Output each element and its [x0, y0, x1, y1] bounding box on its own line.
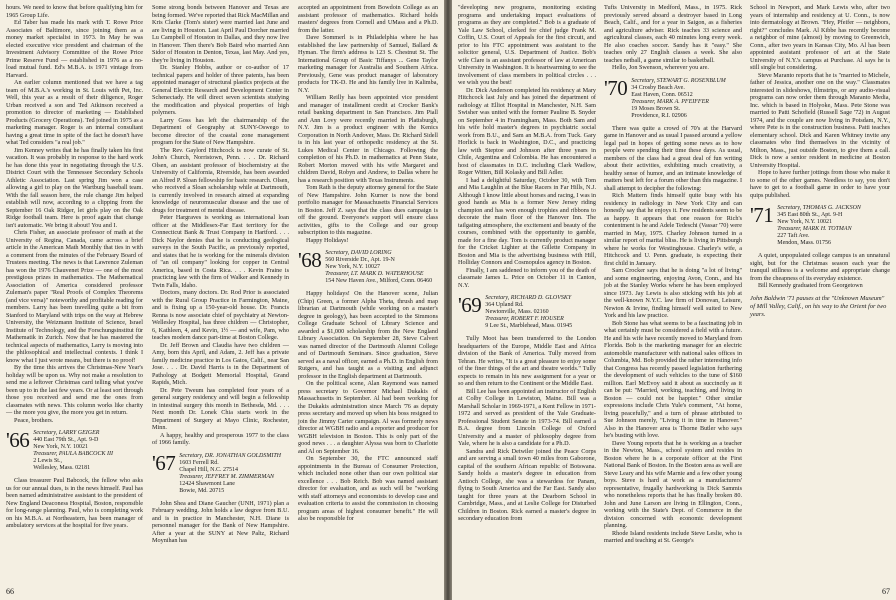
class-officers	[485, 295, 572, 330]
paragraph: Chris Fisher, an associate professor of math at the University of Regina, Canada, came across a brief article in the American Math Monthly that ties in with a comment from the minutes of the February Board of Trustees meeting. The news is that Lawrence Zuleman has won the 1976 Chauvenet Prize — one of the most prestigious prizes in mathematics. The Mathematical Association of America considered professor Zuleman's paper "Real Proofs of Complex Theorems (and vice versa)" noteworthy and profitable reading for members. Larry has been travelling quite a bit from Stanford to Maryland with trips on the way at Hebrew University, the Weizmann Institute of Science, Israel Institute of Technology, and the Forschungsinstitut für Mathematik in Zurich. Now that he has mastered the technical aspects of mathematics, Larry is moving into the philosophical and intellectual contexts. I think I know what I just wrote means, but there is no proof!	[6, 229, 143, 364]
right-page	[452, 0, 896, 600]
paragraph: Dr. Dick Anderson completed his residency at Mary Hitchcock last July and has joined the department of radiology at Elliot Hospital in Manchester, N.H. Sam Swisher was united with the former Pauline B. Snyder on September 4 in Framingham, Mass. Both Sam and his wife hold master's degrees in psychiatric social work from B.U., and Sam an M.B.A. from Tuck. Gary Horlick is back in Washington, D.C., and practicing law with Steptoe and Johnson after three years in Chile, Argentina and Colombia. He has encountered a host of classmates in D.C. including Clark Wadlow, Roger Witten, Bill Kolasky and Bill Adler.	[458, 86, 596, 176]
class-year: '71	[750, 203, 774, 227]
address-line: New York, N.Y. 10021	[33, 444, 89, 450]
address-line: 345 East 80th St., Apt. 9-H	[777, 212, 843, 218]
secretary-name: Secretary, DR. JONATHAN GOLDSMITH	[179, 452, 282, 459]
paragraph: Rhode Island residents include Steve Leslie, who is married and teaching at St. George's	[604, 529, 742, 544]
paragraph: I had a delightful Saturday, October 30, with Tom and Mia Laughlin at the Blue Racers in Far Hills, N.J. Although I know little about horses and racing, I was in good hands as Mia is a former New Jersey riding champion and has won enough trophies and ribbons to decorate the main floor of the Hanover Inn. The tailgating atmosphere, the excitement and beauty of the courses, combined with the opportunity to gamble, made for a fine day. Tom is currently product manager for the Cricket Lighter at the Gillette Company in Boston and Mia is the advertising business with Hill, Holliday Connors and Cosmopulos agency in Boston.	[458, 176, 596, 266]
address-line: Bowie, Md. 20715	[179, 487, 225, 494]
class-officers	[179, 453, 281, 495]
secretary-name: Secretary, LARRY GEIGER	[33, 430, 100, 436]
class-heading-70	[604, 75, 742, 120]
secretary-name: Secretary, RICHARD D. GLOVSKY	[485, 295, 572, 301]
paragraph: "developing new programs, monitoring existing programs and undertaking impact evaluations of programs as they are completed." Bob is a graduate of Yale Law School, clerked for chief judge Frank M. Coffin, U.S. Court of Appeals for the first circuit, and prior to his FTC appointment was assistant to the solicitor general, U.S. Department of Justice. Bob's wife Clare is an assistant professor of law at American University in Washington. It is heartwarming to see the involvement of class members in political circles . . . we wish you the best!	[458, 4, 596, 86]
class-officers	[325, 250, 432, 285]
paragraph: School in Newport, and Mark Lewis who, after two years of internship and residency at U. Conn., is now into dermatology at Brown. "Hey, Pfeifer — neighbors, right?" concludes Mark. Al Kibbe has recently become a neighbor of mine (almost) by moving to Greenwich, Conn., after two years in Kansas City, Mo. Al has been appointed assistant professor of art at the State University of N.Y.'s campus at Purchase. Al says he is still single but considering.	[750, 4, 890, 71]
paragraph: Finally, I am saddened to inform you of the death of classmate James L. Price on October 11 in Canton, N.Y.	[458, 266, 596, 289]
spine-gutter	[444, 0, 452, 600]
paragraph: Happy holidays! On the Hanover scene, Julian (Chip) Green, a former Alpha Theta, thrush and map librarian at Dartmouth (while working on a master's degree in geology), has been accepted to the Simmons College Graduate School of Library Science and awarded a $1,000 scholarship from the New England Library Association. On September 28, Steve Calvert was named director of the Dartmouth Alumni College and of Dartmouth Seminars. Since graduation, Steve served as a naval officer, earned a Ph.D. in English from Rutgers, and has taught as a visiting and adjunct professor in the English department at Dartmouth.	[298, 290, 438, 380]
address-line: East Haven, Conn. 06512	[631, 91, 693, 98]
address-line: New York, N.Y. 10027	[325, 264, 381, 270]
paragraph: Ed Taber has made his mark with T. Rowe Price Associates of Baltimore, since joining them as a money market specialist in 1973. In May he was elected executive vice president and chairman of the Investment Advisory Committee of the Rowe Price Prime Reserve Fund — established in 1976 as a no-load mutual fund. Ed's M.B.A. is 1971 vintage from Harvard.	[6, 19, 143, 79]
class-year: '66	[6, 428, 30, 452]
address-line: 19 Moses Brown St.	[631, 105, 681, 112]
paragraph: Dr. Stanley Hobbs, author or co-author of 17 technical papers and holder of three patents, has been appointed manager of structural plastics projects at the General Electric Research and Development Center in Schenectady. He will direct seven scientists studying the modification and physical properties of high polymers.	[152, 64, 289, 116]
address-line: 2 Lewis St.,	[33, 458, 62, 464]
page-number: 67	[882, 587, 890, 596]
paragraph: William Reilly has been appointed vice president and manager of installment credit at Crocker Bank's retail banking department in San Francisco. Jim Piall and Ann Lovy were recently married in Plattsburgh, N.Y. Jim is a product engineer with the Kenics Corporation in North Andover, Mass. Dr. Richard Sidell is in his last year of orthopedic residency at the St. Lukes Medical Center in Chicago. Following the completion of his Ph.D. in mathematics at Penn State, Robert Morton moved with his wife Margaret and children David, Robyn and Andrew, to Dallas where he has a research position with Texas Instruments.	[298, 94, 438, 184]
treasurer-name: Treasurer, LT. MARK D. WATERHOUSE	[325, 271, 424, 277]
left-column-3	[298, 4, 438, 523]
paragraph: Bill Lee has been appointed an instructor of English at Colby College in Lewiston, Maine. Bill was a Marshall Scholar in 1969-1971, a Kent Fellow in 1971-1972 and served as president of the Yale Graduate-Professional Student Senate in 1973-74. Bill earned a B.A. degree from Lincoln College of Oxford University and a master of philosophy degree from Yale, where he is also a candidate for a Ph.D.	[458, 387, 596, 447]
paragraph: Happy Holidays!	[306, 236, 349, 244]
paragraph: A happy, healthy and prosperous 1977 to the class of 1966 family.	[152, 431, 289, 446]
address-line: 34 Crosby Beach Ave.	[631, 84, 685, 91]
paragraph: Tom Rath is the deputy attorney general for the State of New Hampshire. John Kurner is now the bond portfolio manager for Massachusetts Financial Services in Boston. Jeff Z. says that the class dues campaign is off the ground. Everyone's support will ensure class activities, gifts to the College and our group subscription to this magazine.	[298, 184, 438, 236]
address-line: Providence, R.I. 02906	[631, 112, 687, 119]
paragraph: Dave Sommerl is in Philadelphia where he has established the law partnership of Samuel, Ballard & Hyman. The firm's address is 123 S. Chestnut St. The International Group of Basic Tiffanys ... Gene Taylor marketing manager for Australia and Southern Africa. Previously, Gene was product manager of laboratory products for TK-D. He and his family live in Kalimba, N.Y.	[298, 34, 438, 94]
address-line: 154 New Haven Ave., Milford, Conn. 06460	[325, 278, 433, 284]
paragraph: Dr. Pete Tweum has completed four years of a general surgery residency and will begin a fellowship in intestinal surgery this month in Bethesda, Md. . . . Next month Dr. Lonek Chia starts work in the Department of Surgery at Mayo Clinic, Rochester, Minn.	[152, 386, 289, 431]
paragraph: Larry Goss has left the chairmanship of the Department of Geography at SUNY-Oswego to become director of the coastal zone management program for the State of New Hampshire.	[152, 116, 289, 146]
secretary-name: Secretary, DAVID LORING	[325, 250, 392, 256]
paragraph: Peace, brothers.	[14, 416, 54, 424]
address-line: 9 Lee St., Marblehead, Mass. 01945	[485, 323, 573, 329]
right-column-1	[458, 4, 596, 523]
class-officers	[777, 205, 861, 247]
paragraph: Tufts University in Medford, Mass., in 1975. Rick previously served aboard a destroyer based in Long Beach, Calif., and for a year in Saigon, as a fisheries and agriculture adviser. Rick teaches 33 science and agricultural classes, each 40 minutes long every week. He also coaches soccer. Sandy has it "easy." She teaches only 27 English classes a week. She also teaches netball, a game similar to basketball.	[604, 4, 742, 64]
paragraph: Doctors, many doctors. Dr. Rod Prior is associated with the Rural Group Practice in Farmington, Maine, and is fixing up a 150-year-old house. Dr. Francis Renna is now associate chief of psychiatry at Newton-Wellesley Hospital, has three children — Christopher, 6, Kathleen, 4, and Kevin, 1½ — and wife, Pam, who teaches modern dance part-time at Boston College.	[152, 289, 289, 341]
paragraph: The Rev. Gaylord Hitchcock is now curate of St. John's Church, Norristown, Penn. . . . Dr. Richard Olsen, an assistant professor of biochemistry at the University of California, Riverside, has been awarded an Alfred P. Sloan fellowship for basic research. Olsen, who received a Sloan scholarship while at Dartmouth, is currently involved in research aimed at expanding knowledge of neuromuscular disease and the use of drugs for treatment of mental disease.	[152, 146, 289, 214]
paragraph: Jim Kenney writes that he has finally taken his first vacation. It was probably in response to the hard work he has done this year in negotiating through the U.S. District Court with the Tennessee Secondary Schools Athletic Association. Last spring Jim won a case allowing a girl to play on the Wartburg baseball team. With the fall season here, the rule change Jim helped establish will now, according to a clipping from the September 16 Oak Ridger, let girls play on the Oak Ridge football team. Here is proof again that change isn't automatic. We bring it about! You and I.	[6, 146, 143, 229]
paragraph: hours. We need to know that before qualifying him for 1965 Group Life.	[6, 4, 143, 19]
address-line: Chapel Hill, N.C. 27514	[179, 466, 238, 473]
paragraph: Dave Young reports that he is working as a teacher in the Newton, Mass., school system and resides in Boston where he is a corporate officer at the First National Bank of Boston. In the Boston area as well are Steve Leary and his wife Marnie and a few other young boys. Steve is hard at work as a manufacturers' representative, frugally hardworking is Dick Sammis who nonetheless reports that he has finally broken 80. John and June Larson are living in Ellington, Conn., working with the State's Dept. of Commerce in the division concerned with economic development planning.	[604, 439, 742, 529]
paragraph: There was quite a crowd of 70's at the Harvard game in Hanover and as usual I passed around a yellow legal pad in hopes of getting some news as to how people were spending their time these days. As usual, members of the class had a great deal of fun writing about their activities, exhibiting much creativity, a healthy sense of humor, and an intimate knowledge of matters best left for a forum other than this magazine. I shall attempt to decipher the following:	[604, 124, 742, 192]
paragraph: Sam Crocker says that he is doing "a lot of living" and some engineering, enjoying Avon, Conn., and his job at the Stanley Works where he has been employed since 1973. Jay Lewis is also sticking with his job at the well-known N.Y.C. law firm of Donovan, Leisure, Newton & Irvine, finding himself well suited to New York and his law practice.	[604, 267, 742, 319]
right-column-2	[604, 4, 742, 545]
class-heading-66	[6, 430, 143, 472]
class-officers	[631, 78, 725, 120]
paragraph: Bob Stone has what seems to be a fascinating job in what certainly must be considered a field with a future. He and his wife have recently moved to Maryland from Florida. Bob is the marketing manager for an electric automobile manufacturer with national sales offices in Columbia, Md. Bob provided the rather interesting info that Congress has recently passed legislation furthering the development of such vehicles to the tune of $160 million. Earl McEvoy said it about as succinctly as it can be put: "Married, working, teaching, and living in Boston — could not be happier." Other similar expressions include Chris Yule's comment, "At home, living peacefully," and a turn of phrase attributed to Sue Johnson merely, "Living it in time in Hanover." Also in the Hanover area is Thorne Butler who says he's busting with love.	[604, 319, 742, 439]
paragraph: On September 30, the FTC announced staff appointments in the Bureau of Consumer Protection, which included none other than our own political star excellence . . . Bob Reich. Bob was named assistant director for evaluation, and as such will be "working with staff attorneys and economists to develop case and evaluation criteria to assist the commission in choosing program areas of highest consumer benefit." He will also be responsible for	[298, 455, 438, 522]
address-line: 227 Taft Ave.	[777, 233, 810, 239]
class-heading-69	[458, 295, 596, 330]
paragraph: Class treasurer Paul Babcock, the fellow who asks us for our annual dues, is in the news himself. Paul has been named administrative assistant to the president of New England Deaconess Hospital, Boston, responsible for long-range planning. Paul, who is completing work on his M.B.A. at Northeastern, has been manager of ambulatory services at the hospital for five years.	[6, 477, 143, 529]
address-line: 440 East 79th St., Apt. 9-D	[33, 437, 99, 443]
class-year: '67	[152, 450, 176, 475]
paragraph: Hope to have further jottings from those who make it to some of the other games. Needless to say, you don't have to get to a football game in order to have your quips published.	[750, 169, 890, 199]
paragraph: Peter Hargraves is working as international loan officer at the Middlesex-Far East territory for the Connecticut Bank & Trust Company in Hartford. . . . Dick Naylor denies that he is conducting geological surveys in the South Pacific, as previously reported, and states that he is working for the minerals division of "an oil company" looking for copper in Central America, based in Costa Rica. . . . Kevin Fraine is practicing law with the firm of Walker and Kennedy in Twin Falls, Idaho.	[152, 214, 289, 289]
class-heading-71	[750, 205, 890, 247]
treasurer-name: Treasurer, ROBERT F. HOUSER	[485, 316, 564, 322]
right-column-3	[750, 4, 890, 319]
paragraph: Steve Maranto reports that he is "married to Michele, father of Jessica, another one on the way." Classmates interested in slideshows, filmstrips, or any audio-visual programs can now order them through Maranto Media, Inc. which is based in Holyoke, Mass. Pete Stone was married to Patti Schofield (Russell Sage '72) in August 1974, and the couple are now living in Potsdam, N.Y., where Pete is in the construction business. Patti teaches elementary school. Dick and Karen Whitney invite any classmates who find themselves in the vicinity of Milton, Mass., just outside Boston, to give them a call. Dick is now a senior resident in medicine at Boston University Hospital.	[750, 71, 890, 169]
paragraph: Dr. Jeff Brown and Claudia have two children — Amy, born this April, and Adam, 2. Jeff has a private family medicine practice in Los Gatos, Calif., near San Jose. . . . Dr. David Harris is in the Department of Pathology at Bodgett Memorial Hospital, Grand Rapids, Mich.	[152, 341, 289, 386]
paragraph: accepted an appointment from Bowdoin College as an assistant professor of mathematics. Richard holds masters' degrees from Cornell and UMass and a Ph.D. from the latter.	[298, 4, 438, 34]
paragraph: An earlier column mentioned that we have a tag team of M.B.A.'s working in St. Louis with Pet, Inc. Well, this year as a result of their diligence, Roger Urban received a son and Ted Atkinson received a promotion to director of marketing — Established Products (Grocery Operations). Ted joined in 1975 as a marketing manager. Roger is an internal consultant having a great time in spite of the fact he doesn't have what Ted considers "a real job."	[6, 79, 143, 146]
treasurer-name: Treasurer, MARK H. TOTMAN	[777, 226, 852, 232]
address-line: Mendon, Mass. 01756	[777, 240, 831, 246]
address-line: 364 Upland Rd.	[485, 302, 524, 308]
address-line: Newtonville, Mass. 02160	[485, 309, 549, 315]
paragraph: By the time this arrives the Christmas-New Year's holiday will be upon us. Why not make a resolution to send me a leftover Christmas card telling what you've been up to in the last few years. Or at least sort through those you received and send me the ones from classmates with news. This column works like charity — the more you give, the more you get in return.	[6, 364, 143, 416]
paragraph: Tully Moot has been transferred to the London headquarters of the Europe, Middle East and Africa division of the Bank of America. Tully moved from Tehran. He writes, "It is a great pleasure to enjoy some of the finer things of the art and theatre worlds." Tully expects to remain in his new assignment for a year or so and then return to the Continent or the Middle East.	[458, 335, 596, 387]
treasurer-name: Treasurer, PAULA BABCOCK III	[33, 451, 113, 457]
left-column-2	[152, 4, 289, 545]
secretary-name: Secretary, STEWART G. ROSENBLUM	[631, 77, 726, 84]
class-year: '68	[298, 248, 322, 272]
paragraph: John Shea and Diane Gaucher (UNH, 1971) plan a February wedding. John holds a law degree from B.U. and is in practice in Manchester, N.H. Diane is personnel manager for the Bank of New Hampshire. After a year at the SUNY at New Paltz, Richard Moynihan has	[152, 499, 289, 544]
address-line: 12424 Shawmont Lane	[179, 480, 235, 487]
paragraph: Some strong bonds between Hanover and Texas are being formed. We've reported that Rick MacMillan and Kris Clarke (Tom's sister) were married last June and are living in Houston. Last April Paul Dorcher married Lu Campbell of Houston in Dallas, and they now live in Hanover. Then there's Bob Baird who married Ann Sidor of Houston in Denton, Texas, last May. And yes, they're living in Houston.	[152, 4, 289, 64]
treasurer-name: Treasurer, JEFFREY M. ZIMMERMAN	[179, 473, 275, 480]
paragraph: Rich Mattern finds himself quite busy with his residency in radiology in New York City and can honestly say that he enjoys it. Few residents seem to be as happy. It appears that one reason for Rich's contentment is he and Adele Tedeschi (Vassar '70) were married in May, 1975. Charley Johnson turned in a similar report of marital bliss. He is living in Pittsburgh where he works for Westinghouse. Charley's wife, a Hitchcock and U. Penn. graduate, is expecting their first child in January.	[604, 192, 742, 267]
treasurer-name: Treasurer, MARK A. PFEIFFER	[631, 98, 709, 105]
address-line: New York, N.Y. 10021	[777, 219, 833, 225]
secretary-name: Secretary, THOMAS G. JACKSON	[777, 205, 861, 211]
class-year: '70	[604, 75, 628, 100]
address-line: Wellesley, Mass. 02181	[33, 465, 91, 471]
left-page	[0, 0, 444, 600]
paragraph: Sandra and Rick Detwiler joined the Peace Corps and are serving a small town 40 miles from Gaborone, capital of the southern African republic of Botswana. Sandy holds a master's degree in education from Antioch College, she was a stewardess for Panam, flying to South America and the Far East. Sandy also taught for three years at the Dearborn School in Cambridge, Mass., and at Leslie College for Disturbed Children in Boston. Rick earned a master's degree in secondary education from	[458, 447, 596, 522]
paragraph: On the political scene, Alan Raymond was named press secretary to Governor Michael Dukakis of Massachusetts in September. Al had been working for the Dukakis administration since March '76 as deputy press secretary and moved up when his boss resigned to join the Jimmy Carter campaign. Al was formerly news director at WGBH radio and a reporter and producer for WGBH television in Boston. This is only part of the good news . . . a daughter Alyssa was born to Charlotte and Al on September 16.	[298, 380, 438, 455]
paragraph: Hello, Jon Swenson, wherever you are.	[612, 64, 709, 71]
class-heading-67	[152, 450, 289, 495]
left-column-1	[6, 4, 143, 530]
paragraph: A quiet, unpopulated college campus is an unnatural sight, but for the Christmas season each year the tranquil stillness is a welcome and appropriate change from the cheapness of its everyday existence.	[750, 252, 890, 282]
class-heading-68	[298, 250, 438, 285]
paragraph: Bill Kennedy graduated from Georgetown	[758, 282, 863, 289]
class-year: '69	[458, 293, 482, 317]
class-officers	[33, 430, 113, 472]
address-line: 1603 Ferrell Rd.	[179, 459, 219, 466]
page-number: 66	[6, 587, 14, 596]
photo-caption: John Baldwin '71 pauses at the "Unknown Museum" of Mill Valley, Calif., on his way to the Orient for two years.	[750, 294, 887, 318]
address-line: 560 Riverside Dr., Apt. 19-N	[325, 257, 395, 263]
